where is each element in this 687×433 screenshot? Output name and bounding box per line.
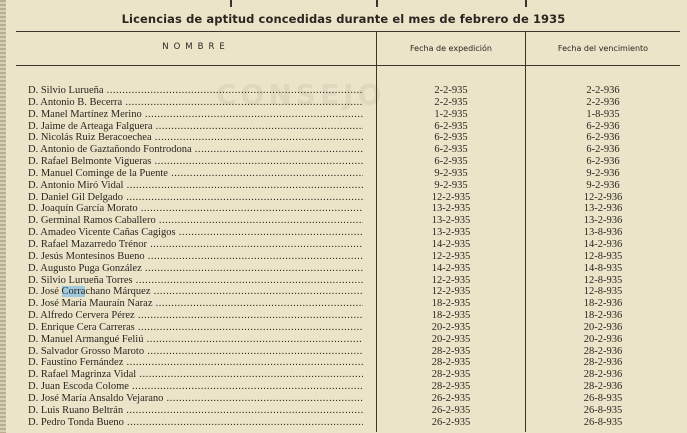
cell-expiry-date: 28-2-936 xyxy=(583,369,623,381)
cell-issued-date: 28-2-935 xyxy=(431,345,471,357)
rule-tick xyxy=(525,0,527,7)
cell-name-text: D. Antonio de Gaztañondo Fontrodona xyxy=(28,144,192,156)
cell-name-text: D. Silvio Lurueña xyxy=(28,85,104,96)
table-row xyxy=(16,144,680,156)
table-row xyxy=(16,215,680,227)
cell-issued-date: 13-2-935 xyxy=(431,203,471,215)
cell-name-text: D. Manuel Armangué Feliú xyxy=(28,333,144,345)
cell-name-text: D. José María Ansaldo Vejarano xyxy=(28,392,164,404)
cell-name xyxy=(28,251,363,263)
cell-expiry-date: 20-2-936 xyxy=(583,321,623,333)
table-body xyxy=(16,85,680,428)
cell-expiry-date: 26-8-935 xyxy=(583,404,623,416)
cell-expiry-date: 9-2-936 xyxy=(586,179,620,191)
table-row xyxy=(16,405,680,417)
table-row xyxy=(16,251,680,263)
cell-name xyxy=(28,97,363,109)
cell-name xyxy=(28,227,363,239)
cell-name-text: D. José María Mauraín Naraz xyxy=(28,298,153,310)
cell-issued-date: 26-2-935 xyxy=(431,392,471,404)
cell-name-text: D. Silvio Lurueña Torres xyxy=(28,274,133,286)
cell-expiry-date: 26-8-935 xyxy=(583,416,623,428)
cell-name xyxy=(28,132,363,144)
cell-name xyxy=(28,322,363,334)
table-row xyxy=(16,357,680,369)
cell-name-text: D. José xyxy=(28,286,62,298)
cell-issued-date: 28-2-935 xyxy=(431,381,471,393)
cell-name xyxy=(28,381,363,393)
cell-expiry-date: 6-2-936 xyxy=(586,132,620,144)
cell-issued-date: 18-2-935 xyxy=(431,298,471,310)
cell-issued-date: 1-2-935 xyxy=(434,108,468,120)
table-row xyxy=(16,97,680,109)
table-row xyxy=(16,180,680,192)
table-row xyxy=(16,310,680,322)
licenses-table xyxy=(16,31,680,432)
cell-expiry-date: 2-2-936 xyxy=(586,96,620,108)
cell-expiry-date: 26-8-935 xyxy=(583,392,623,404)
cell-name xyxy=(28,85,363,97)
cell-name xyxy=(28,417,363,429)
table-row xyxy=(16,346,680,358)
cell-issued-date: 18-2-935 xyxy=(431,310,471,322)
cell-issued-date: 9-2-935 xyxy=(434,167,468,179)
header-expiry-date: Fecha del vencimiento xyxy=(557,44,649,53)
cell-name-text: D. Daniel Gil Delgado xyxy=(28,191,124,203)
cell-issued-date: 20-2-935 xyxy=(431,321,471,333)
table-row xyxy=(16,109,680,121)
cell-expiry-date: 14-8-935 xyxy=(583,262,623,274)
cell-name-text: D. Manuel Cominge de la Puente xyxy=(28,167,168,179)
table-row xyxy=(16,203,680,215)
cell-issued-date: 26-2-935 xyxy=(431,416,471,428)
cell-expiry-date: 6-2-936 xyxy=(586,156,620,168)
cell-name xyxy=(28,405,363,417)
table-row xyxy=(16,156,680,168)
cell-name-text: D. Manel Martínez Merino xyxy=(28,108,142,120)
cell-expiry-date: 12-8-935 xyxy=(583,286,623,298)
highlighted-text[interactable]: Corra xyxy=(61,286,86,298)
cell-name-text: chano Márquez xyxy=(85,286,151,298)
cell-expiry-date: 6-2-936 xyxy=(586,144,620,156)
cell-name xyxy=(28,357,363,369)
cell-issued-date: 28-2-935 xyxy=(431,369,471,381)
cell-name-text: D. Luis Ruano Beltrán xyxy=(28,404,124,416)
cell-issued-date: 28-2-935 xyxy=(431,357,471,369)
rule-tick xyxy=(230,0,232,7)
cell-expiry-date: 28-2-936 xyxy=(583,357,623,369)
cell-name-text: D. Amadeo Vicente Cañas Cagigos xyxy=(28,227,176,239)
cell-expiry-date: 6-2-936 xyxy=(586,120,620,132)
cell-name-text: D. Rafael Magrinza Vidal xyxy=(28,369,137,381)
cell-name xyxy=(28,121,363,133)
cell-name-text: D. Antonio B. Becerra xyxy=(28,96,123,108)
cell-name-text: D. Jaime de Arteaga Falguera xyxy=(28,120,153,132)
cell-issued-date: 2-2-935 xyxy=(434,96,468,108)
table-row xyxy=(16,121,680,133)
cell-name xyxy=(28,275,363,287)
table-row xyxy=(16,263,680,275)
cell-expiry-date: 28-2-936 xyxy=(583,345,623,357)
cell-issued-date: 12-2-935 xyxy=(431,286,471,298)
table-header xyxy=(16,32,680,66)
cell-name xyxy=(28,215,363,227)
table-row xyxy=(16,393,680,405)
cell-name-text: D. Alfredo Cervera Pérez xyxy=(28,310,135,322)
cell-expiry-date: 1-8-935 xyxy=(586,108,620,120)
cell-expiry-date: 14-2-936 xyxy=(583,238,623,250)
header-issued-date: Fecha de expedición xyxy=(410,44,492,53)
cell-issued-date: 14-2-935 xyxy=(431,238,471,250)
cell-name xyxy=(28,192,363,204)
cell-issued-date: 6-2-935 xyxy=(434,132,468,144)
cell-expiry-date: 28-2-936 xyxy=(583,381,623,393)
cell-expiry-date: 13-2-936 xyxy=(583,203,623,215)
cell-name-text: D. Joaquín García Morato xyxy=(28,203,138,215)
cell-name-text: D. Rafael Mazarredo Trénor xyxy=(28,238,147,250)
cell-name-text: D. Antonio Miró Vidal xyxy=(28,179,124,191)
cell-name xyxy=(28,109,363,121)
cell-issued-date: 26-2-935 xyxy=(431,404,471,416)
cell-name-text: D. Jesús Montesinos Bueno xyxy=(28,250,145,262)
page-binding-edge xyxy=(0,0,6,433)
cell-name-text: D. Augusto Puga González xyxy=(28,262,142,274)
cell-expiry-date: 12-8-935 xyxy=(583,274,623,286)
cell-name xyxy=(28,180,363,192)
table-row xyxy=(16,192,680,204)
cell-name-text: D. Germinal Ramos Caballero xyxy=(28,215,156,227)
cell-expiry-date: 9-2-936 xyxy=(586,167,620,179)
cell-name xyxy=(28,203,363,215)
table-row xyxy=(16,85,680,97)
cell-name xyxy=(28,144,363,156)
cell-expiry-date: 12-2-936 xyxy=(583,191,623,203)
cell-issued-date: 6-2-935 xyxy=(434,156,468,168)
cell-name-text: D. Juan Escoda Colome xyxy=(28,381,129,393)
cell-issued-date: 6-2-935 xyxy=(434,144,468,156)
header-name: NOMBRE xyxy=(162,42,230,52)
table-row xyxy=(16,369,680,381)
table-row xyxy=(16,132,680,144)
cell-expiry-date: 13-2-936 xyxy=(583,215,623,227)
table-row xyxy=(16,239,680,251)
document-title: Licencias de aptitud concedidas durante el mes de febrero de 1935 xyxy=(121,12,566,26)
cell-name-text: D. Nicolás Ruiz Beracoechea xyxy=(28,132,152,144)
cell-name xyxy=(28,393,363,405)
cell-expiry-date: 2-2-936 xyxy=(586,85,620,96)
cell-expiry-date: 20-2-936 xyxy=(583,333,623,345)
cell-expiry-date: 18-2-936 xyxy=(583,310,623,322)
table-row xyxy=(16,322,680,334)
cell-issued-date: 13-2-935 xyxy=(431,215,471,227)
cell-name xyxy=(28,298,363,310)
rule-tick xyxy=(376,0,378,7)
cell-name xyxy=(28,168,363,180)
cell-name xyxy=(28,369,363,381)
table-row xyxy=(16,334,680,346)
cell-expiry-date: 13-8-936 xyxy=(583,227,623,239)
cell-issued-date: 20-2-935 xyxy=(431,333,471,345)
top-rule-ticks xyxy=(0,0,687,8)
table-row xyxy=(16,227,680,239)
table-row xyxy=(16,275,680,287)
cell-issued-date: 12-2-935 xyxy=(431,274,471,286)
table-row xyxy=(16,168,680,180)
cell-issued-date: 6-2-935 xyxy=(434,120,468,132)
faint-stamp-watermark: CONSEJO xyxy=(216,78,386,111)
table-row xyxy=(16,298,680,310)
cell-expiry-date: 18-2-936 xyxy=(583,298,623,310)
cell-issued-date: 14-2-935 xyxy=(431,262,471,274)
cell-name-text: D. Salvador Grosso Maroto xyxy=(28,345,145,357)
cell-expiry-date: 12-8-935 xyxy=(583,250,623,262)
cell-name xyxy=(28,156,363,168)
table-row xyxy=(16,381,680,393)
cell-name xyxy=(28,310,363,322)
cell-name xyxy=(28,334,363,346)
cell-issued-date: 13-2-935 xyxy=(431,227,471,239)
cell-issued-date: 9-2-935 xyxy=(434,179,468,191)
cell-name xyxy=(28,263,363,275)
table-row xyxy=(16,286,680,298)
cell-name-text: D. Faustino Fernández xyxy=(28,357,124,369)
cell-name xyxy=(28,239,363,251)
cell-name xyxy=(28,346,363,358)
cell-name-text: D. Enrique Cera Carreras xyxy=(28,321,135,333)
cell-issued-date: 12-2-935 xyxy=(431,191,471,203)
cell-issued-date: 12-2-935 xyxy=(431,250,471,262)
cell-issued-date: 2-2-935 xyxy=(434,85,468,96)
cell-name-text: D. Rafael Belmonte Vigueras xyxy=(28,156,152,168)
cell-name-text: D. Pedro Tonda Bueno xyxy=(28,416,124,428)
cell-name xyxy=(28,286,363,298)
table-row xyxy=(16,417,680,429)
